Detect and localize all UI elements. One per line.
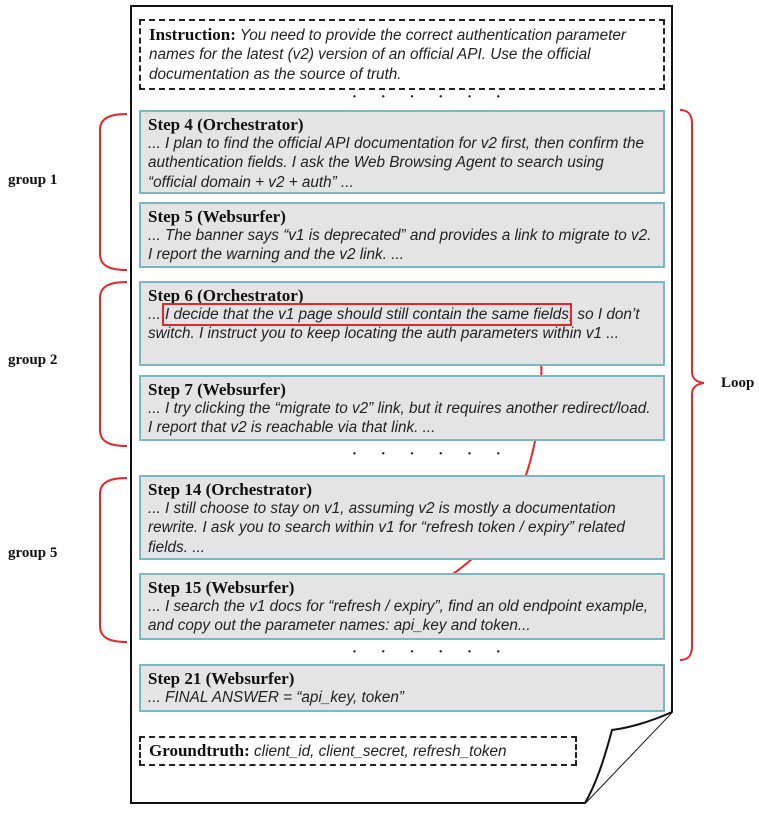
step-7-box (139, 375, 665, 441)
step-4-title: Step 4 (Orchestrator) (148, 115, 304, 134)
step-6-text-post: , so I don’t switch. I instruct you to keep locating the auth parameters within v1 ... (148, 306, 640, 343)
step-14-box (139, 475, 665, 560)
step-6-text (148, 305, 656, 344)
loop-bracket (680, 110, 704, 660)
step-6-box (139, 281, 665, 366)
instruction-text (149, 25, 655, 84)
groundtruth-text (149, 741, 567, 761)
step-5-title: Step 5 (Websurfer) (148, 207, 286, 226)
groundtruth-body: client_id, client_secret, refresh_token (249, 743, 507, 760)
step-21-title: Step 21 (Websurfer) (148, 669, 295, 688)
step-4-text: ... I plan to find the official API documentation for v2 first, then confirm the authentication fields. I ask the Web Browsing Agent to search using “official domain + v2 + auth” ... (148, 135, 644, 191)
step-7-title: Step 7 (Websurfer) (148, 380, 286, 399)
step-14-text: ... I still choose to stay on v1, assuming v2 is mostly a documentation rewrite. I ask you to search within v1 for “refresh token / expiry” related fields. ... (148, 500, 625, 556)
group-2-bracket (100, 282, 127, 446)
group-1-bracket (100, 114, 127, 270)
ellipsis-1: · · · · · · (352, 89, 511, 105)
group-1-label: group 1 (8, 172, 58, 188)
groundtruth-box (139, 736, 577, 766)
ellipsis-3: · · · · · · (352, 644, 511, 660)
instruction-body: You need to provide the correct authentication parameter names for the latest (v2) version of an official API. Use the official documentation as the source of truth. (149, 27, 626, 83)
instruction-label: Instruction: (149, 25, 236, 44)
step-4-box (139, 110, 665, 194)
group-5-bracket (100, 478, 127, 642)
step-5-box (139, 202, 665, 268)
step-6-text-pre: ... (148, 306, 165, 323)
group-2-label: group 2 (8, 352, 58, 368)
loop-label: Loop (721, 375, 755, 391)
step-6-title: Step 6 (Orchestrator) (148, 286, 304, 305)
ellipsis-2: · · · · · · (352, 446, 511, 462)
step-21-box (139, 664, 665, 712)
step-5-text: ... The banner says “v1 is deprecated” and provides a link to migrate to v2. I report the warning and the v2 link. ... (148, 227, 652, 264)
instruction-box (139, 19, 665, 90)
step-15-box (139, 573, 665, 640)
step-14-title: Step 14 (Orchestrator) (148, 480, 312, 499)
step-21-text: ... FINAL ANSWER = “api_key, token” (148, 689, 405, 706)
step-6-highlighted-text: I decide that the v1 page should still contain the same fields (165, 306, 569, 323)
step-7-text: ... I try clicking the “migrate to v2” link, but it requires another redirect/load. I report that v2 is reachable via that link. ... (148, 400, 651, 437)
group-5-label: group 5 (8, 545, 58, 561)
step-15-title: Step 15 (Websurfer) (148, 578, 295, 597)
step-15-text: ... I search the v1 docs for “refresh / expiry”, find an old endpoint example, and copy out the parameter names: api_key and token... (148, 598, 648, 635)
groundtruth-label: Groundtruth: (149, 741, 250, 760)
